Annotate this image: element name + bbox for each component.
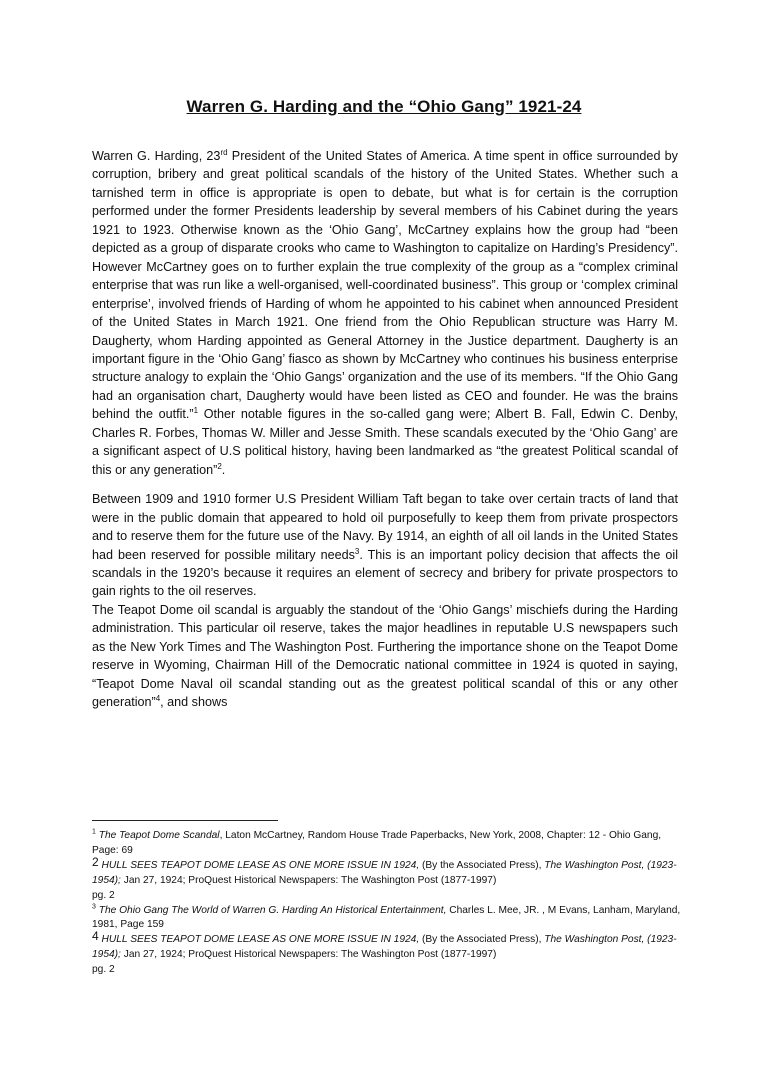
footnote-2: 2 HULL SEES TEAPOT DOME LEASE AS ONE MORE ISSUE IN 1924, (By the Associated Press), The Washington Post, (1923-1954); Jan 27, 1924; ProQuest Historical Newspapers: The Washington Post (1877-1997): [92, 854, 677, 886]
document-title: Warren G. Harding and the “Ohio Gang” 1921-24: [186, 97, 582, 116]
footnote-3: $^3$ The Ohio Gang The World of Warren G. Harding An Historical Entertainment, Charles L. Mee, JR. , M Evans, Lanham, Maryland, 1981, Page 159: [92, 903, 681, 931]
footnotes: [92, 829, 682, 978]
paragraph-2: Between 1909 and 1910 former U.S President William Taft began to take over certain tracts of land that were in the public domain that appeared to hold oil purposefully to keep them from private prospectors and to reserve them for the future use of the Navy. By 1914, an eighth of all oil lands in the United States had been reserved for possible military needs$^3$. This is an important policy decision that affects the oil scandals in the 1920’s because it requires an element of secrecy and bribery for private prospectors to gain rights to the oil reserves.: [92, 492, 678, 599]
footnote-ref-3[interactable]: 3: [354, 546, 360, 556]
footnote-ref-4[interactable]: 4: [155, 693, 161, 703]
footnote-1: $^1$ The Teapot Dome Scandal, Laton McCartney, Random House Trade Paperbacks, New York, 2008, Chapter: 12 - Ohio Gang, Page: 69: [92, 828, 662, 856]
paragraph-1: Warren G. Harding, 23rd President of the United States of America. A time spent in office surrounded by corruption, bribery and great political scandals of the history of the United States. Whether such a tarnished term in office is appropriate is open to debate, but what is for certain is the corruption performed under the former Presidents leadership by several members of his Cabinet during the years 1921 to 1923. Otherwise known as the ‘Ohio Gang’, McCartney explains how the group had “been depicted as a group of disparate crooks who came to Washington to capitalize on Harding’s Presidency”. However McCartney goes on to further explain the true complexity of the group as a “complex criminal enterprise that was run like a well-organised, well-coordinated business”. This group or ‘complex criminal enterprise’, involved friends of Harding of whom he appointed to his cabinet when announced President of the United States in March 1921. One friend from the Ohio Republican structure was Harry M. Daugherty, whom Harding appointed as General Attorney in the Justice department. Daugherty is an important figure in the ‘Ohio Gang’ fiasco as shown by McCartney who continues his business enterprise structure analogy to explain the ‘Ohio Gangs’ organization and the use of its members. “If the Ohio Gang had an organisation chart, Daugherty would have been listed as CEO and founder. He was the brains behind the outfit.”$^1$ Other notable figures in the so-called gang were; Albert B. Fall, Edwin C. Denby, Charles R. Forbes, Thomas W. Miller and Jesse Smith. These scandals executed by the ‘Ohio Gang’ are a significant aspect of U.S political history, having been landmarked as “the greatest Political scandal of this or any generation”$^2$.: [92, 147, 678, 477]
document-body: [92, 147, 678, 712]
ordinal-superscript: rd: [220, 147, 228, 157]
footnote-separator: [92, 820, 278, 821]
footnote-ref-1[interactable]: 1: [193, 406, 199, 416]
paragraph-3: The Teapot Dome oil scandal is arguably the standout of the ‘Ohio Gangs’ mischiefs during the Harding administration. This particular oil reserve, takes the major headlines in reputable U.S newspapers such as the New York Times and The Washington Post. Furthering the importance shone on the Teapot Dome reserve in Wyoming, Chairman Hill of the Democratic national committee in 1924 is quoted in saying, “Teapot Dome Naval oil scandal standing out as the greatest political scandal of this or any other generation”$^4$, and shows: [92, 602, 678, 710]
footnote-4-page: pg. 2: [92, 964, 115, 976]
footnote-ref-2[interactable]: 2: [217, 461, 222, 471]
footnote-2-page: pg. 2: [92, 889, 115, 901]
footnote-4: 4 HULL SEES TEAPOT DOME LEASE AS ONE MORE ISSUE IN 1924, (By the Associated Press), The Washington Post, (1923-1954); Jan 27, 1924; ProQuest Historical Newspapers: The Washington Post (1877-1997): [92, 929, 677, 961]
